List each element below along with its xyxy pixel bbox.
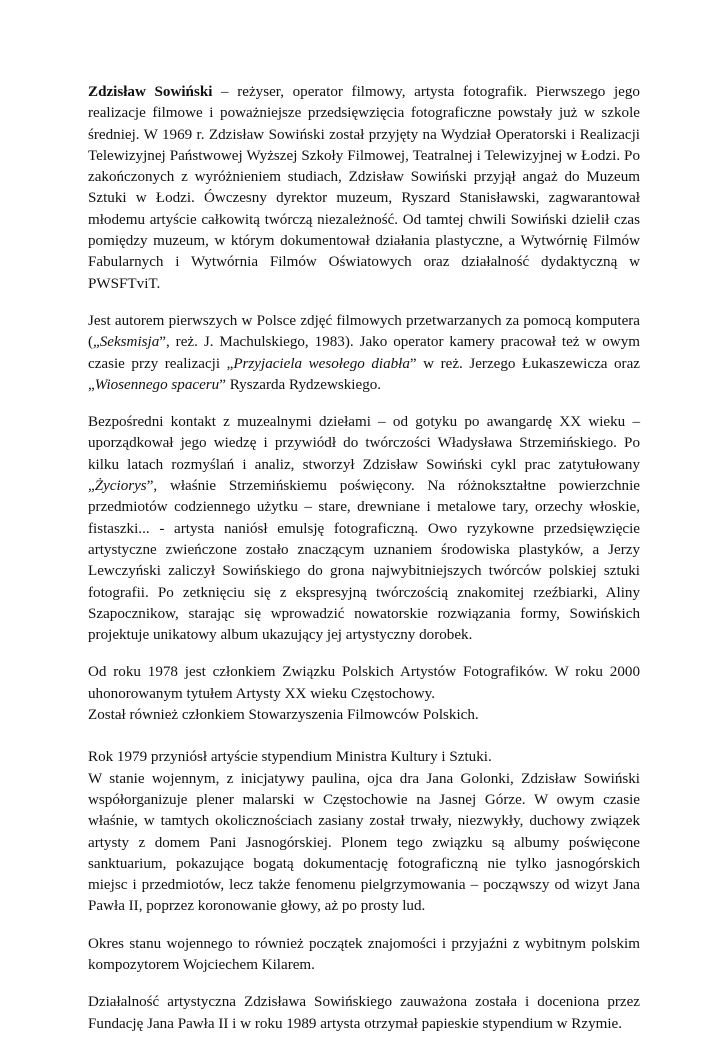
paragraph-text: – reżyser, operator filmowy, artysta fotografik. Pierwszego jego realizacje filmowe i poważniejsze przedsięwzięcia fotograficzne powstały już w szkole średniej. W 1969 r. Zdzisław Sowiński został przyjęty na Wydział Operatorski i Realizacji Telewizyjnej Państwowej Wyższej Szkoły Filmowej, Teatralnej i Telewizyjnej w Łodzi. Po zakończonych z wyróżnieniem studiach, Zdzisław Sowiński przyjął angaż do Muzeum Sztuki w Łodzi. Ówczesny dyrektor muzeum, Ryszard Stanisławski, zagwarantował młodemu artyście całkowitą twórczą niezależność. Od tamtej chwili Sowiński dzielił czas pomiędzy muzeum, w którym dokumentował działania plastyczne, a Wytwórnię Filmów Fabularnych i Wytwórnia Filmów Oświatowych oraz działalność dydaktyczną w PWSFTviT. — [88, 84, 640, 292]
paragraph-biography-intro — [88, 82, 640, 295]
author-name: Zdzisław Sowiński — [88, 84, 213, 100]
blank-line — [88, 726, 640, 747]
paragraph-zyciorys-cycle — [88, 412, 640, 646]
paragraph-sfp-membership: Został również członkiem Stowarzyszenia Filmowców Polskich. — [88, 707, 479, 724]
paragraph-text: ” w reż. Jerzego Łukaszewicza oraz „ — [88, 355, 640, 393]
paragraph-text: Bezpośredni kontakt z muzealnymi dziełami – od gotyku po awangardę XX wieku – uporządkował jego wiedzę i przywiódł do twórczości Władysława Strzemińskiego. Po kilku latach rozmyślań i analiz, stworzył Zdzisław Sowiński cykl prac zatytułowany „ — [88, 414, 640, 495]
paragraph-papal-scholarship: Działalność artystyczna Zdzisława Sowińskiego zauważona została i doceniona przez Fundację Jana Pawła II i w roku 1989 artysta otrzymał papieskie stypendium w Rzymie. — [88, 994, 640, 1032]
paragraph-film-work — [88, 311, 640, 396]
paragraph-text: Jest autorem pierwszych w Polsce zdjęć filmowych przetwarzanych za pomocą komputera („ — [88, 312, 640, 351]
document-body — [88, 82, 640, 1051]
paragraph-membership: Od roku 1978 jest członkiem Związku Polskich Artystów Fotografików. W roku 2000 uhonorowanym tytułem Artysty XX wieku Częstochowy. — [88, 664, 640, 702]
paragraph-text: ”, właśnie Strzemińskiemu poświęcony. Na różnokształtne powierzchnie przedmiotów codziennego użytku – stare, drewniane i metalowe tary, orzechy włoskie, fistaszki... - artysta naniósł emulsję fotograficzną. Owo ryzykowne przedsięwzięcie artystyczne zwieńczone zostało znaczącym uznaniem środowiska plastyków, a Jerzy Lewczyński zaliczył Sowińskiego do grona najwybitniejszych twórców polskiej sztuki fotografii. Po zetknięciu się z ekspresyjną twórczością znakomitej rzeźbiarki, Aliny Szapocznikow, starając się wprowadzić nowatorskie rozwiązania formy, Sowińskich projektuje unikatowy album ukazujący jej artystyczny dorobek. — [88, 478, 640, 644]
film-title-wiosennego-spaceru: Wiosennego spaceru — [94, 376, 220, 393]
paragraph-jasna-gora: W stanie wojennym, z inicjatywy paulina, ojca dra Jana Golonki, Zdzisław Sowiński współorganizuje plener malarski w Częstochowie na Jasnej Górze. W owym czasie właśnie, w tamtych okolicznościach zasiany został trwały, niezwykły, duchowy związek artysty z domem Pani Jasnogórskiej. Plonem tego związku są albumy poświęcone sanktuarium, pokazujące bogatą dokumentację fotograficzną nie tylko jasnogórskich miejsc i przedmiotów, lecz także fenomenu pielgrzymowania – począwszy od wizyt Jana Pawła II, poprzez koronowanie głowy, aż po prosty lud. — [88, 770, 640, 915]
work-title-zyciorys: Życiorys — [94, 478, 147, 495]
paragraph-scholarship-1979: Rok 1979 przyniósł artyście stypendium Ministra Kultury i Sztuki. — [88, 749, 492, 766]
paragraph-text: ”, reż. J. Machulskiego, 1983). Jako operator kamery pracował też w owym czasie przy realizacji „ — [88, 334, 640, 372]
paragraph-text: ” Ryszarda Rydzewskiego. — [219, 376, 382, 393]
paragraph-kilar: Okres stanu wojennego to również początek znajomości i przyjaźni z wybitnym polskim kompozytorem Wojciechem Kilarem. — [88, 935, 640, 973]
film-title-przyjaciela: Przyjaciela wesołego diabła — [233, 355, 410, 372]
film-title-seksmisja: Seksmisja — [99, 334, 160, 351]
